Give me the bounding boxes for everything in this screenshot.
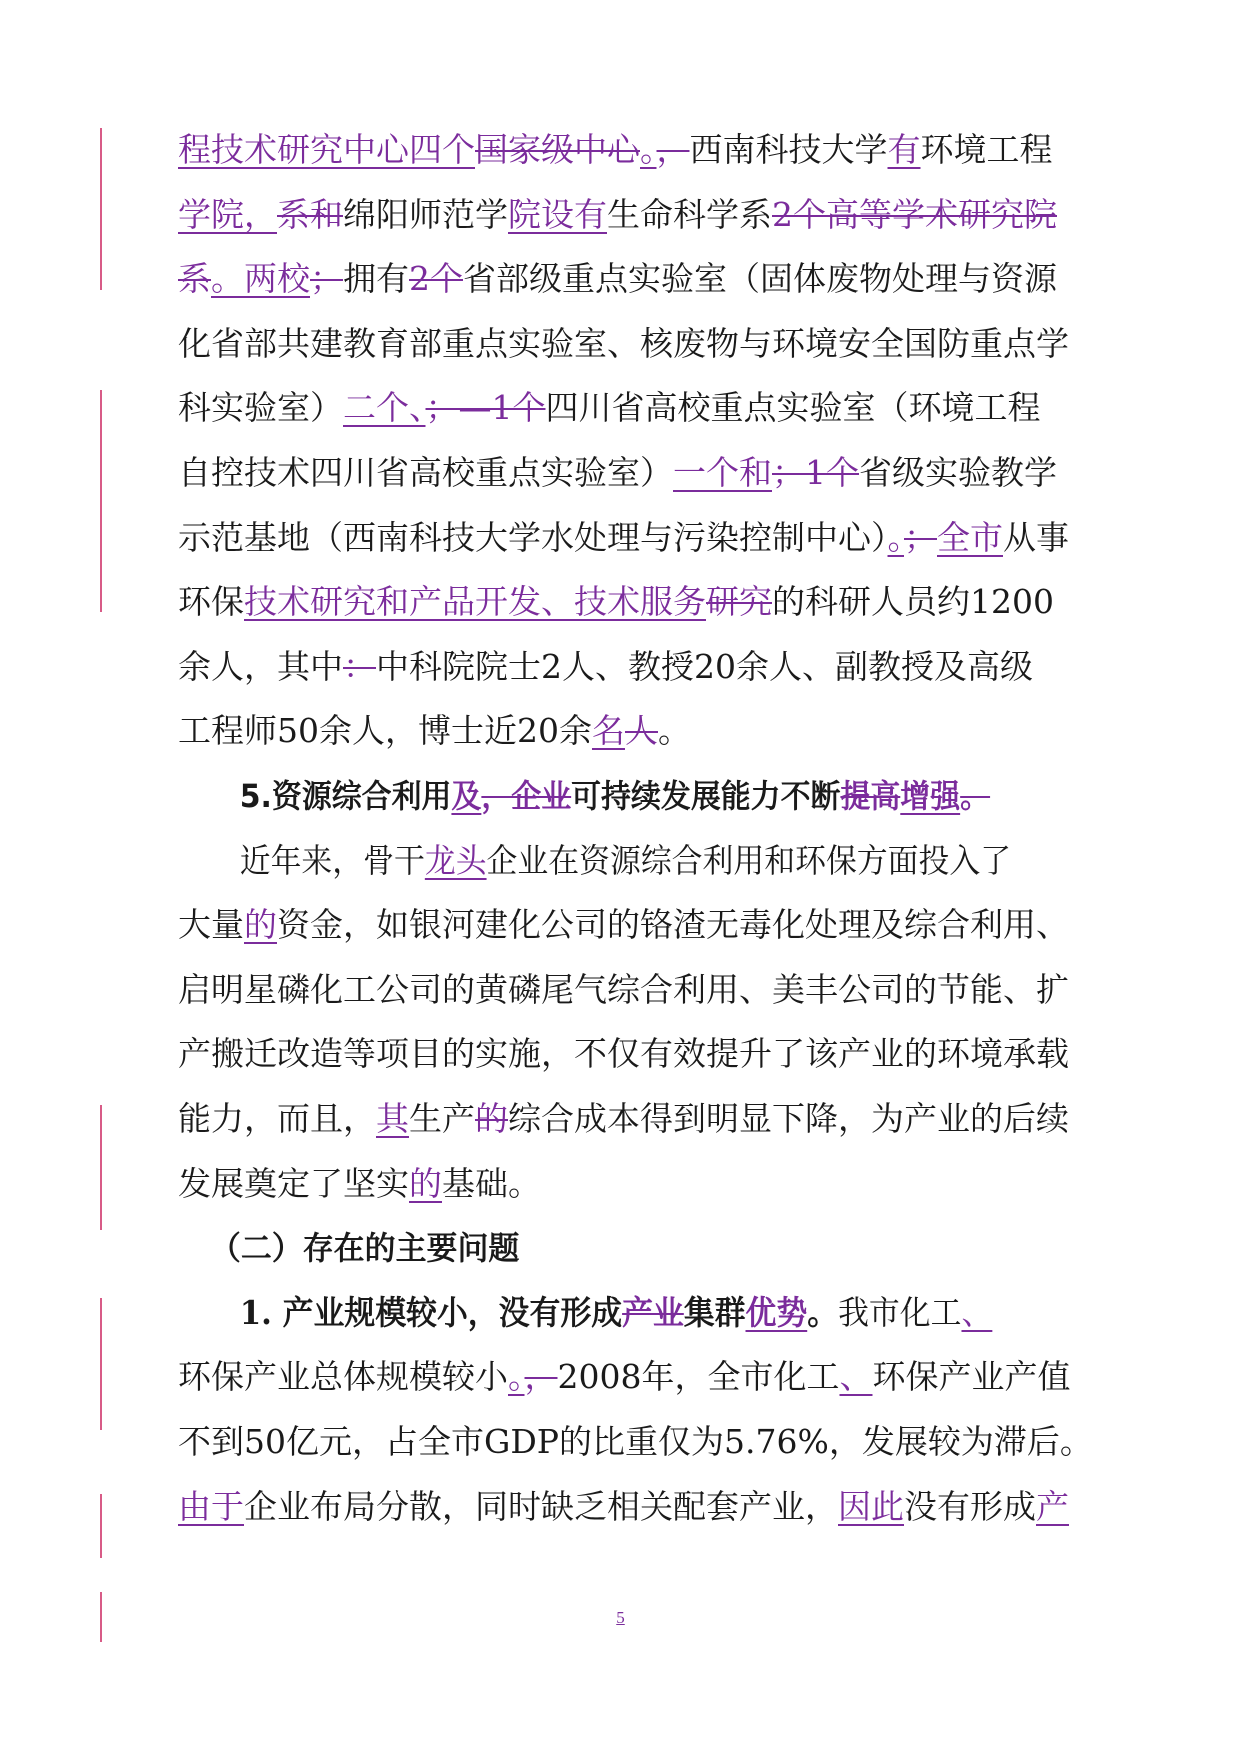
text-line — [178, 1224, 1100, 1272]
deleted-text: 2个高等学术研究院 — [772, 195, 1057, 234]
inserted-text: 二个、 — [343, 388, 426, 427]
text-line — [178, 578, 1098, 626]
deleted-text: ； — [904, 518, 937, 557]
deleted-text: ；—1个 — [425, 388, 546, 427]
text-run: 余人，其中 — [178, 647, 343, 686]
deleted-text: ， — [524, 1357, 558, 1396]
text-run: 绵阳师范学 — [343, 195, 508, 234]
inserted-text: 增强 — [900, 777, 961, 815]
text-line — [178, 1095, 1098, 1143]
deleted-text: ， — [656, 130, 690, 169]
text-run: 化省部共建教育部重点实验室、核废物与环境安全国防重点学 — [178, 324, 1069, 363]
text-run: 企业布局分散，同时缺乏相关配套产业， — [244, 1487, 838, 1526]
text-run: 环境工程 — [920, 130, 1053, 169]
text-run: 省级实验教学 — [859, 453, 1057, 492]
text-run: 产搬迁改造等项目的实施，不仅有效提升了该产业的环境承载 — [178, 1034, 1069, 1073]
text-run: 从事 — [1003, 518, 1069, 557]
text-run: 拥有 — [343, 259, 409, 298]
text-run: 我市化工 — [838, 1293, 962, 1332]
inserted-text: 及 — [451, 777, 482, 815]
inserted-text: 龙头 — [424, 841, 487, 880]
text-line — [178, 514, 1098, 562]
inserted-text: 、 — [961, 1293, 993, 1332]
text-run: 中科院院士2人、教授20余人、副教授及高级 — [376, 647, 1033, 686]
inserted-text: 。两校 — [211, 259, 310, 298]
text-run: 环保产业产值 — [872, 1357, 1071, 1396]
text-run: 1. 产业规模较小，没有形成 — [239, 1293, 623, 1332]
text-line — [178, 320, 1098, 368]
text-line — [178, 966, 1098, 1014]
change-bar — [100, 128, 102, 290]
text-run: 近年来，骨干 — [239, 841, 425, 880]
text-run: 示范基地（西南科技大学水处理与污染控制中心） — [178, 518, 888, 557]
inserted-text: 、 — [839, 1357, 873, 1396]
change-bar — [100, 1298, 102, 1430]
text-line — [178, 191, 1098, 239]
deleted-text: ； — [310, 259, 343, 298]
text-line — [178, 1160, 1098, 1208]
deleted-text: ；1个 — [772, 453, 859, 492]
text-run: 环保 — [178, 582, 244, 621]
inserted-text: 一个和 — [673, 453, 772, 492]
text-line — [178, 837, 1100, 885]
inserted-text: 。 — [508, 1357, 525, 1396]
deleted-text: ，企业 — [481, 777, 572, 815]
text-run: 企业在资源综合利用和环保方面投入了 — [486, 841, 1012, 880]
text-run: 工程师50余人，博士近20余 — [178, 711, 592, 750]
text-run: 生产 — [409, 1099, 475, 1138]
inserted-text: 名 — [591, 711, 625, 750]
text-line — [178, 126, 1098, 174]
inserted-text: 技术研究和产品开发、技术服务 — [244, 582, 706, 621]
change-bar — [100, 1105, 102, 1230]
deleted-text: 产业 — [622, 1293, 684, 1332]
text-run: 。 — [807, 1293, 839, 1332]
text-run: 大量 — [178, 905, 244, 944]
text-run: 自控技术四川省高校重点实验室） — [178, 453, 673, 492]
text-line — [178, 384, 1098, 432]
text-run: 省部级重点实验室（固体废物处理与资源 — [463, 259, 1057, 298]
change-bar — [100, 390, 102, 612]
text-run: 2008年，全市化工 — [557, 1357, 840, 1396]
deleted-text: 。 — [960, 777, 991, 815]
deleted-text: 提高 — [840, 777, 901, 815]
text-run: 发展奠定了坚实 — [178, 1164, 409, 1203]
text-line — [178, 772, 1100, 820]
text-run: 西南科技大学 — [689, 130, 888, 169]
text-line — [178, 643, 1098, 691]
text-line — [178, 1353, 1098, 1401]
inserted-text: 学院， — [178, 195, 277, 234]
text-run: 环保产业总体规模较小 — [178, 1357, 508, 1396]
text-line — [178, 1030, 1098, 1078]
text-line — [178, 1483, 1098, 1531]
deleted-text: 2个 — [409, 259, 463, 298]
inserted-text: 产 — [1036, 1487, 1069, 1526]
deleted-text: ： — [343, 647, 376, 686]
text-run: 基础。 — [442, 1164, 541, 1203]
text-line — [178, 707, 1098, 755]
text-run: 生命科学系 — [607, 195, 772, 234]
text-run: 的科研人员约1200 — [772, 582, 1054, 621]
inserted-text: 由于 — [178, 1487, 244, 1526]
deleted-text: 系和 — [277, 195, 343, 234]
text-run: 集群 — [683, 1293, 746, 1332]
change-bar — [100, 1494, 102, 1558]
text-run: 综合成本得到明显下降，为产业的后续 — [508, 1099, 1069, 1138]
text-run: 四川省高校重点实验室（环境工程 — [545, 388, 1041, 427]
inserted-text: 院设有 — [508, 195, 607, 234]
deleted-text: 的 — [475, 1099, 508, 1138]
inserted-text: 有 — [887, 130, 921, 169]
text-run: 资金，如银河建化公司的铬渣无毒化处理及综合利用、 — [277, 905, 1069, 944]
page-number: 5 — [616, 1608, 625, 1627]
text-line — [178, 1289, 1100, 1337]
inserted-text: 其 — [376, 1099, 409, 1138]
deleted-text: 国家级中心 — [475, 130, 640, 169]
text-run: 没有形成 — [904, 1487, 1036, 1526]
text-line — [178, 901, 1098, 949]
text-line — [178, 449, 1098, 497]
text-line — [178, 255, 1098, 303]
deleted-text: 人 — [624, 711, 658, 750]
text-run: 科实验室） — [178, 388, 343, 427]
text-run: （二）存在的主要问题 — [209, 1229, 520, 1267]
inserted-text: 全市 — [937, 518, 1003, 557]
text-line — [178, 1418, 1098, 1466]
text-run: 。 — [657, 711, 691, 750]
inserted-text: 的 — [244, 905, 277, 944]
inserted-text: 的 — [409, 1164, 442, 1203]
text-run: 能力，而且， — [178, 1099, 376, 1138]
text-run: 可持续发展能力不断 — [571, 777, 841, 815]
inserted-text: 。 — [887, 518, 904, 557]
text-run: 不到50亿元，占全市GDP的比重仅为5.76%，发展较为滞后。 — [178, 1422, 1093, 1461]
deleted-text: 研究 — [706, 582, 772, 621]
inserted-text: 因此 — [838, 1487, 904, 1526]
inserted-text: 。 — [640, 130, 657, 169]
text-run: 启明星磷化工公司的黄磷尾气综合利用、美丰公司的节能、扩 — [178, 970, 1069, 1009]
inserted-text: 程技术研究中心四个 — [178, 130, 475, 169]
text-run: 5.资源综合利用 — [239, 777, 452, 815]
deleted-text: 系 — [178, 259, 211, 298]
inserted-text: 优势 — [745, 1293, 808, 1332]
